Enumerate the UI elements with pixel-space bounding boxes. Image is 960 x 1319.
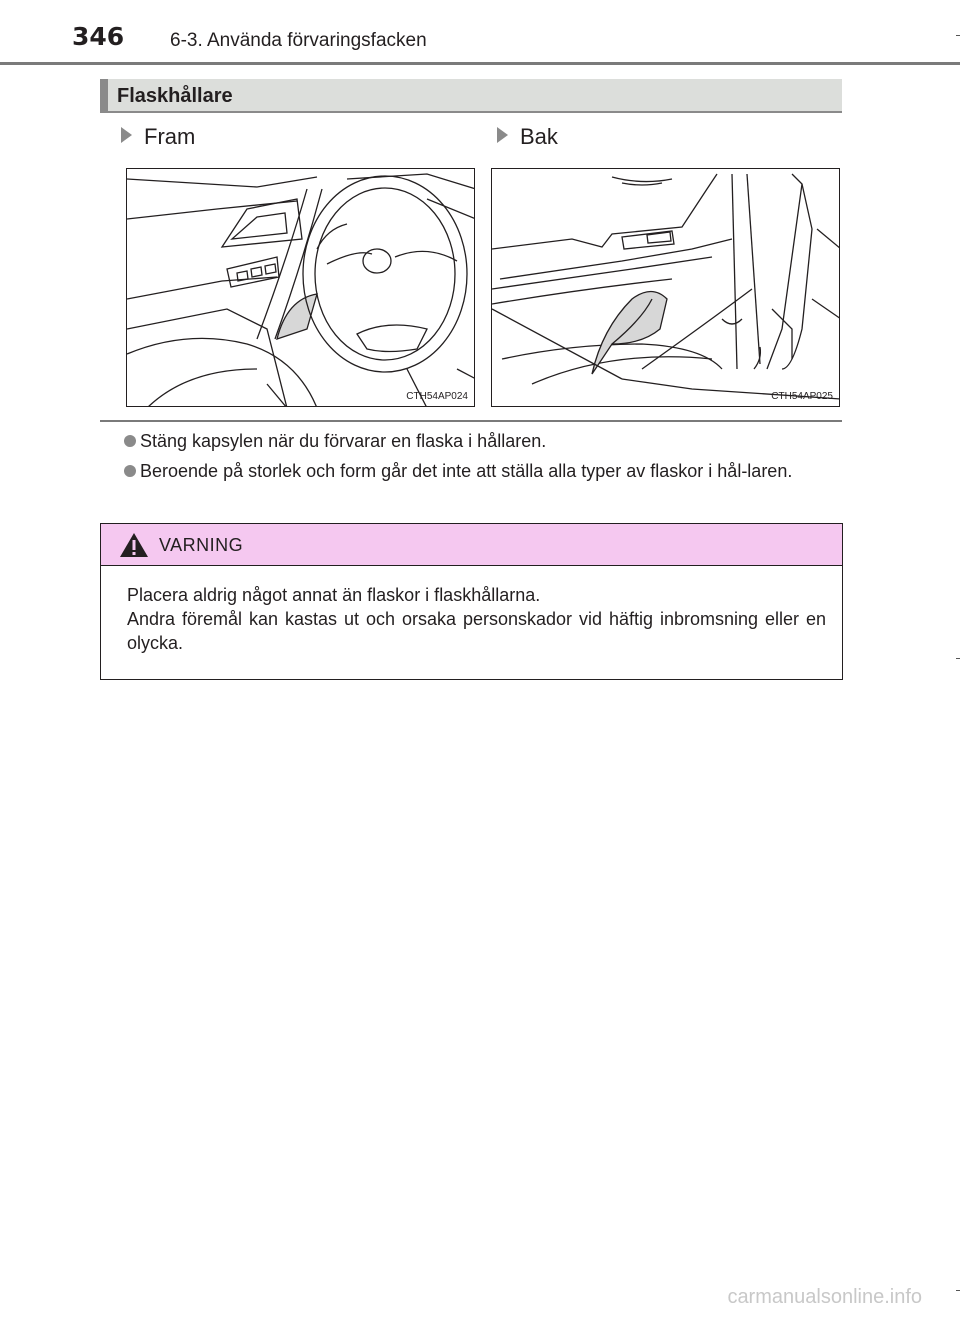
warning-box: [100, 523, 843, 680]
page-number: 346: [72, 22, 125, 51]
figure-rule: [100, 420, 842, 422]
bullet-dot-icon: [124, 465, 136, 477]
figure-front-bottle-holder: [126, 168, 475, 407]
bullet-text: Stäng kapsylen när du förvarar en flaska i hållaren.: [140, 431, 547, 451]
header-rule: [0, 62, 960, 65]
bullet-text: Beroende på storlek och form går det inte att ställa alla typer av flaskor i hål-laren.: [140, 461, 793, 481]
watermark: carmanualsonline.info: [727, 1286, 922, 1308]
warning-title: VARNING: [159, 535, 244, 555]
list-item: [100, 458, 842, 484]
list-item: [100, 428, 842, 454]
crop-mark: [956, 35, 960, 36]
crop-mark: [956, 1290, 960, 1291]
figure-label-front-text: Fram: [144, 124, 196, 149]
bullet-list: [100, 428, 842, 488]
figure-rear-bottle-holder: [491, 168, 840, 407]
warning-line: Placera aldrig något annat än flaskor i flaskhållarna.: [127, 585, 541, 605]
figure-code-front: CTH54AP024: [406, 391, 468, 402]
triangle-arrow-icon: [121, 127, 132, 143]
chapter-title: 6-3. Använda förvaringsfacken: [170, 30, 427, 51]
figure-code-rear: CTH54AP025: [771, 391, 833, 402]
warning-header: [101, 524, 842, 566]
triangle-arrow-icon: [497, 127, 508, 143]
warning-body: [127, 583, 826, 655]
warning-triangle-icon: [119, 532, 149, 558]
section-heading-text: Flaskhållare: [117, 85, 233, 107]
heading-accent-bar: [100, 79, 108, 111]
bullet-dot-icon: [124, 435, 136, 447]
rear-interior-illustration: [492, 169, 840, 407]
figure-label-front: [121, 124, 195, 150]
figure-label-rear: [497, 124, 558, 150]
figure-label-rear-text: Bak: [520, 124, 558, 149]
crop-mark: [956, 658, 960, 659]
section-heading: [100, 79, 842, 113]
front-interior-illustration: [127, 169, 475, 407]
warning-line: Andra föremål kan kastas ut och orsaka personskador vid häftig inbromsning eller en olycka.: [127, 609, 826, 653]
